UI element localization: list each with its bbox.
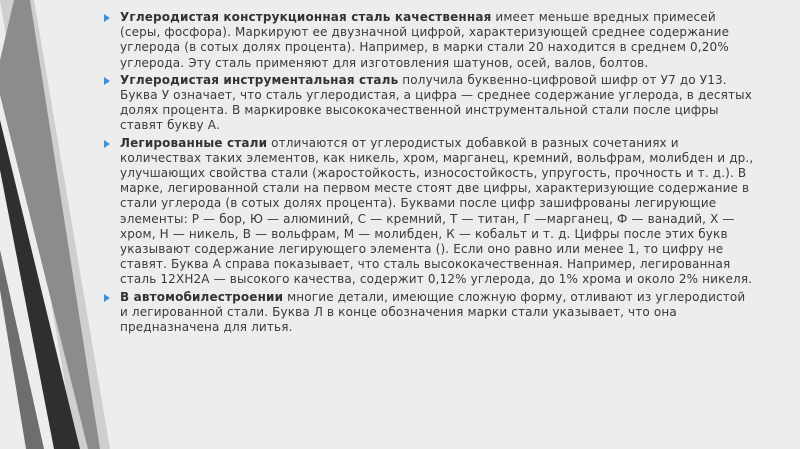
- bullet-text: получила буквенно-цифровой шифр от У7 до У13. Буква У означает, что сталь углеродистая, а цифра — среднее содержание углерода, в десятых долях процента. В маркировке высококачественной инструментальной стали после цифры ставят букву А.: [120, 72, 753, 133]
- decorative-stripes: [0, 0, 120, 449]
- bullet-arrow-icon: [104, 14, 110, 22]
- bullet-term: В автомобилестроении: [120, 289, 284, 304]
- bullet-arrow-icon: [104, 77, 110, 85]
- bullet-term: Углеродистая конструкционная сталь качественная: [120, 10, 492, 24]
- bullet-text: многие детали, имеющие сложную форму, отливают из углеродистой и легированной стали. Буква Л в конце обозначения марки стали указывает, что она предназначена для литья.: [120, 289, 746, 335]
- bullet-term: Легированные стали: [120, 135, 268, 150]
- bullet-item-automotive: [104, 290, 754, 336]
- bullet-arrow-icon: [104, 294, 110, 302]
- bullet-item-alloy-steels: [104, 136, 754, 288]
- bullet-text: имеет меньше вредных примесей (серы, фосфора). Маркируют ее двузначной цифрой, характеризующей среднее содержание углерода (в сотых долях процента). Например, в марки стали 20 находится в среднем 0,20% углерода. Эту сталь применяют для изготовления шатунов, осей, валов, болтов.: [120, 10, 730, 70]
- bullet-item-carbon-tool-steel: [104, 73, 754, 134]
- bullet-item-carbon-structural-steel: [104, 10, 754, 71]
- bullet-list: [104, 10, 754, 335]
- bullet-text: отличаются от углеродистых добавкой в разных сочетаниях и количествах таких элементов, как никель, хром, марганец, кремний, вольфрам, молибден и др., улучшающих свойства стали (жаростойкость, износостойкость, упругость, прочность и т. д.). В марке, легированной стали на первом месте стоят две цифры, характеризующие содержание в стали углерода (в сотых долях процента). Буквами после цифр зашифрованы легирующие элементы: Р — бор, Ю — алюминий, С — кремний, Т — титан, Г —марганец, Ф — ванадий, Х — хром, Н — никель, В — вольфрам, М — молибден, К — кобальт и т. д. Цифры после этих букв указывают содержание легирующего элемента (). Если оно равно или менее 1, то цифру не ставят. Буква А справа показывает, что сталь высококачественная. Например, легированная сталь 12ХН2А — высокого качества, содержит 0,12% углерода, до 1% хрома и около 2% никеля.: [120, 135, 754, 287]
- slide-content: [104, 10, 754, 440]
- bullet-arrow-icon: [104, 140, 110, 148]
- bullet-term: Углеродистая инструментальная сталь: [120, 72, 399, 87]
